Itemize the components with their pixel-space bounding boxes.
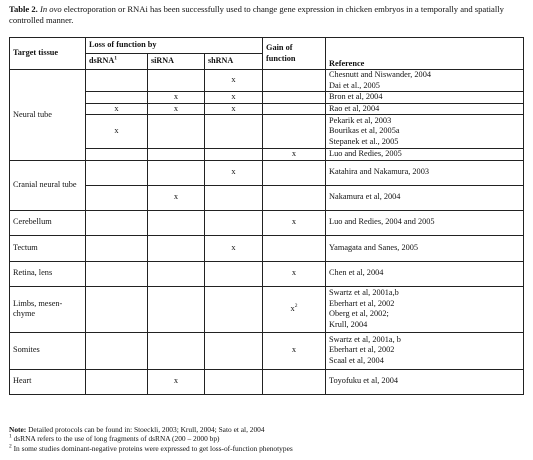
caption-label: Table 2. (9, 4, 38, 14)
cell-dsrna-mark: x (86, 103, 148, 115)
cell-gain (263, 103, 326, 115)
cell-shrna-mark: x (205, 70, 263, 92)
cell-dsrna (86, 70, 148, 92)
footnote-1-number: 1 (9, 433, 12, 440)
table-row (10, 332, 524, 369)
cell-gain-mark: x (263, 332, 326, 369)
cell-dsrna (86, 332, 148, 369)
cell-dsrna (86, 92, 148, 104)
cell-reference (326, 92, 524, 104)
table-row (10, 235, 524, 261)
tissue-cerebellum: Cerebellum (10, 210, 86, 235)
cell-sirna (148, 210, 205, 235)
cell-gain (263, 185, 326, 210)
caption-text: electroporation or RNAi has been successfully used to change gene expression in chicken embryos in a temporally and spatially controlled manner. (9, 4, 504, 25)
header-loss-of-function: Loss of function by (86, 38, 263, 54)
table-row (10, 185, 524, 210)
reference-text: Oberg et al, 2002; (329, 309, 389, 318)
cell-sirna-mark: x (148, 103, 205, 115)
note-label: Note: (9, 425, 27, 434)
table-notes (9, 425, 524, 453)
cell-shrna-mark: x (205, 103, 263, 115)
caption-italic: In ovo (39, 4, 62, 14)
cell-gain (263, 115, 326, 149)
table-row (10, 369, 524, 394)
reference-text: Eberhart et al, 2002 (329, 345, 395, 355)
cell-sirna (148, 160, 205, 185)
cell-dsrna (86, 149, 148, 161)
cell-gain (263, 369, 326, 394)
tissue-somites: Somites (10, 332, 86, 369)
reference-text: Eberhart et al, 2002 (329, 298, 395, 308)
header-target-tissue: Target tissue (10, 38, 86, 70)
cell-sirna (148, 115, 205, 149)
table-row (10, 115, 524, 149)
gain-mark-text: x (290, 303, 295, 313)
tissue-limbs-mesenchyme: Limbs, mesen-chyme (10, 286, 86, 332)
reference-text: Bourikas et al, 2005a (329, 126, 400, 136)
table-row (10, 70, 524, 92)
cell-dsrna (86, 369, 148, 394)
cell-gain (263, 235, 326, 261)
cell-reference (326, 70, 524, 92)
cell-shrna (205, 369, 263, 394)
cell-gain-mark: x (263, 261, 326, 286)
reference-text: Krull, 2004 (329, 319, 368, 329)
cell-dsrna (86, 185, 148, 210)
table-caption (9, 4, 524, 26)
header-shrna: shRNA (205, 54, 263, 70)
cell-sirna (148, 70, 205, 92)
cell-reference (326, 115, 524, 149)
note-line (9, 425, 524, 434)
cell-dsrna (86, 160, 148, 185)
table-row (10, 160, 524, 185)
cell-dsrna-mark: x (86, 115, 148, 149)
gain-footnote: 2 (294, 302, 298, 309)
cell-sirna (148, 261, 205, 286)
cell-shrna-mark: x (205, 160, 263, 185)
reference-text: Chen et al, 2004 (329, 268, 384, 278)
table-row (10, 103, 524, 115)
reference-text: Swartz et al, 2001a,b (329, 288, 399, 297)
cell-gain (263, 92, 326, 104)
cell-reference (326, 332, 524, 369)
cell-gain-mark: x (263, 210, 326, 235)
reference-table (9, 37, 524, 395)
cell-gain-mark: x (263, 149, 326, 161)
cell-shrna-mark: x (205, 235, 263, 261)
table-row (10, 210, 524, 235)
cell-shrna-mark: x (205, 92, 263, 104)
tissue-neural-tube: Neural tube (10, 70, 86, 161)
cell-sirna (148, 286, 205, 332)
cell-shrna (205, 261, 263, 286)
cell-reference (326, 286, 524, 332)
reference-text: Rao et al, 2004 (329, 103, 380, 113)
cell-dsrna (86, 210, 148, 235)
cell-reference (326, 210, 524, 235)
reference-text: Chesnutt and Niswander, 2004 (329, 70, 431, 79)
reference-text: Luo and Redies, 2004 and 2005 (329, 217, 435, 227)
reference-text: Stepanek et al., 2005 (329, 136, 399, 146)
cell-sirna-mark: x (148, 185, 205, 210)
cell-reference (326, 261, 524, 286)
header-dsrna (86, 54, 148, 70)
cell-shrna (205, 185, 263, 210)
reference-text: Bron et al, 2004 (329, 92, 383, 101)
header-reference (326, 38, 524, 70)
table-row (10, 92, 524, 104)
cell-shrna (205, 115, 263, 149)
cell-reference (326, 369, 524, 394)
cell-reference (326, 103, 524, 115)
footnote-1 (9, 434, 524, 443)
cell-gain (263, 70, 326, 92)
tissue-cranial-neural-tube: Cranial neural tube (10, 160, 86, 210)
reference-text: Dai et al., 2005 (329, 80, 380, 90)
cell-shrna (205, 332, 263, 369)
header-dsrna-footnote: 1 (114, 55, 117, 62)
cell-sirna (148, 332, 205, 369)
table-row (10, 286, 524, 332)
reference-text: Scaal et al, 2004 (329, 355, 384, 365)
cell-reference (326, 235, 524, 261)
cell-dsrna (86, 235, 148, 261)
cell-shrna (205, 210, 263, 235)
cell-sirna-mark: x (148, 92, 205, 104)
footnote-2-number: 2 (9, 443, 12, 450)
cell-reference (326, 185, 524, 210)
reference-text: Pekarik et al, 2003 (329, 115, 392, 125)
header-gain-of-function: Gain of function (263, 38, 326, 70)
cell-sirna (148, 235, 205, 261)
tissue-heart: Heart (10, 369, 86, 394)
reference-text: Swartz et al, 2001a, b (329, 334, 401, 344)
table-row (10, 261, 524, 286)
header-dsrna-label: dsRNA (89, 56, 115, 66)
reference-text: Toyofuku et al, 2004 (329, 376, 399, 386)
footnote-1-text: dsRNA refers to the use of long fragments of dsRNA (200 – 2000 bp) (11, 434, 220, 444)
tissue-retina-lens: Retina, lens (10, 261, 86, 286)
reference-text: Nakamura et al, 2004 (329, 192, 401, 202)
reference-text: Yamagata and Sanes, 2005 (329, 242, 419, 252)
cell-dsrna (86, 286, 148, 332)
cell-sirna (148, 149, 205, 161)
cell-reference (326, 160, 524, 185)
cell-reference (326, 149, 524, 161)
cell-shrna (205, 149, 263, 161)
table-row (10, 149, 524, 161)
footnote-2-text: In some studies dominant-negative proteins were expressed to get loss-of-function phenotypes (11, 443, 293, 453)
header-sirna: siRNA (148, 54, 205, 70)
table-header-row (10, 38, 524, 54)
cell-sirna-mark: x (148, 369, 205, 394)
reference-text: Luo and Redies, 2005 (329, 149, 402, 158)
reference-text: Katahira and Nakamura, 2003 (329, 167, 429, 177)
header-reference-label: Reference (329, 58, 365, 68)
note-text: Detailed protocols can be found in: Stoeckli, 2003; Krull, 2004; Sato et al, 2004 (26, 425, 265, 434)
cell-shrna (205, 286, 263, 332)
cell-dsrna (86, 261, 148, 286)
cell-gain (263, 160, 326, 185)
footnote-2 (9, 444, 524, 453)
tissue-tectum: Tectum (10, 235, 86, 261)
cell-gain-mark (263, 286, 326, 332)
